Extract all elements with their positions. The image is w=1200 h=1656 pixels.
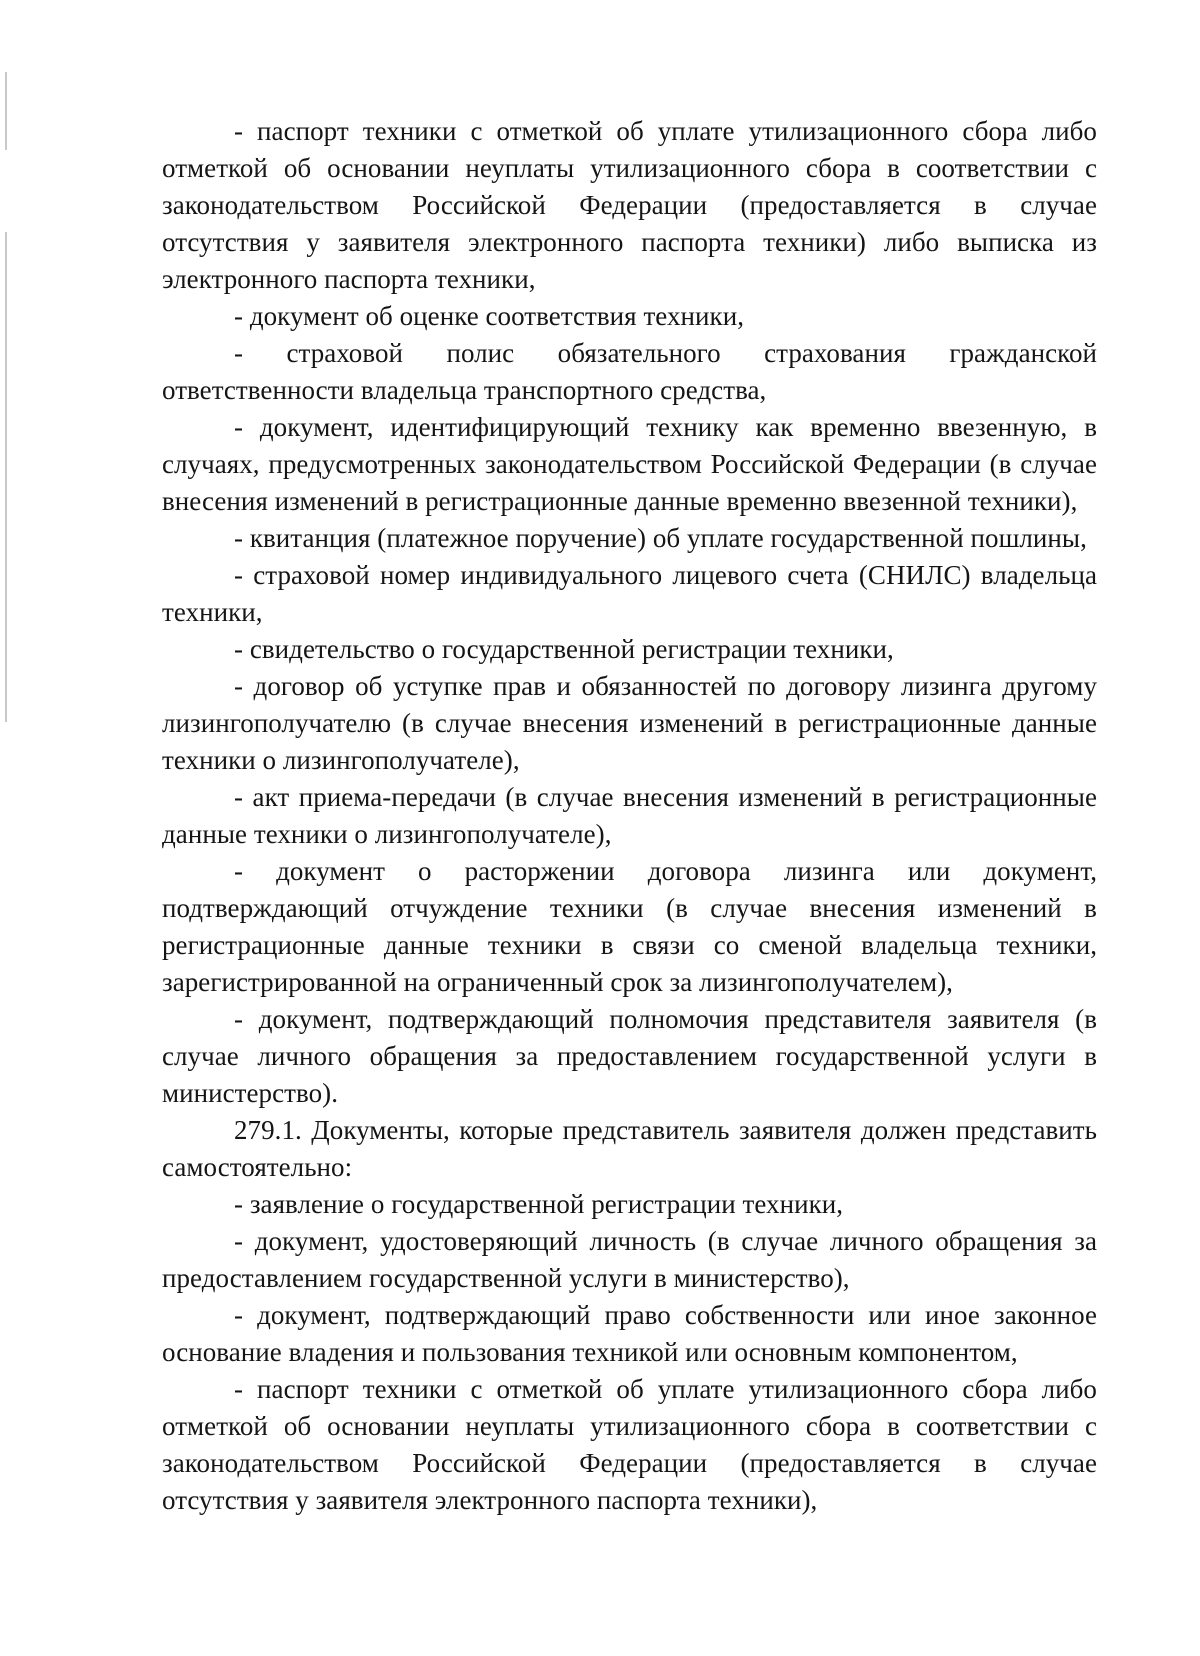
paragraph-tech-passport-repeat: - паспорт техники с отметкой об уплате утилизационного сбора либо отметкой об основании неуплаты утилизационного сбора в соответствии с законодательством Российской Федерации (предоставляется в случае отсутствия у заявителя электронного паспорта техники), bbox=[162, 1374, 1097, 1515]
paragraph-leasing-assignment: - договор об уступке прав и обязанностей по договору лизинга другому лизингополучателю (в случае внесения изменений в регистрационные данные техники о лизингополучателе), bbox=[162, 671, 1097, 775]
paragraph-tech-passport: - паспорт техники с отметкой об уплате утилизационного сбора либо отметкой об основании неуплаты утилизационного сбора в соответствии с законодательством Российской Федерации (предоставляется в случае отсутствия у заявителя электронного паспорта техники) либо выписка из электронного паспорта техники, bbox=[162, 116, 1097, 294]
paragraph-registration-application: - заявление о государственной регистрации техники, bbox=[234, 1189, 844, 1219]
paragraph-section-279-1: 279.1. Документы, которые представитель заявителя должен представить самостоятельно: bbox=[162, 1115, 1097, 1182]
scan-edge-mark bbox=[5, 700, 7, 722]
paragraph-registration-certificate: - свидетельство о государственной регистрации техники, bbox=[234, 634, 894, 664]
paragraph-leasing-termination: - документ о расторжении договора лизинга или документ, подтверждающий отчуждение техники (в случае внесения изменений в регистрационные данные техники в связи со сменой владельца техники, зарегистрированной на ограниченный срок за лизингополучателем), bbox=[162, 856, 1097, 997]
paragraph-representative-authority: - документ, подтверждающий полномочия представителя заявителя (в случае личного обращения за предоставлением государственной услуги в министерство). bbox=[162, 1004, 1097, 1108]
paragraph-identity-document: - документ, удостоверяющий личность (в случае личного обращения за предоставлением государственной услуги в министерство), bbox=[162, 1226, 1097, 1293]
paragraph-transfer-act: - акт приема-передачи (в случае внесения изменений в регистрационные данные техники о лизингополучателе), bbox=[162, 782, 1097, 849]
paragraph-conformity-document: - документ об оценке соответствия техники, bbox=[234, 301, 744, 331]
scan-edge-mark bbox=[5, 232, 7, 702]
paragraph-ownership-document: - документ, подтверждающий право собственности или иное законное основание владения и пользования техникой или основным компонентом, bbox=[162, 1300, 1097, 1367]
scan-edge-mark bbox=[5, 72, 7, 150]
paragraph-temporary-import-document: - документ, идентифицирующий технику как временно ввезенную, в случаях, предусмотренных законодательством Российской Федерации (в случае внесения изменений в регистрационные данные временно ввезенной техники), bbox=[162, 412, 1097, 516]
paragraph-fee-receipt: - квитанция (платежное поручение) об уплате государственной пошлины, bbox=[234, 523, 1087, 553]
paragraph-snils: - страховой номер индивидуального лицевого счета (СНИЛС) владельца техники, bbox=[162, 560, 1097, 627]
paragraph-insurance-policy: - страховой полис обязательного страхования гражданской ответственности владельца транспортного средства, bbox=[162, 338, 1097, 405]
document-body bbox=[162, 113, 1097, 1519]
